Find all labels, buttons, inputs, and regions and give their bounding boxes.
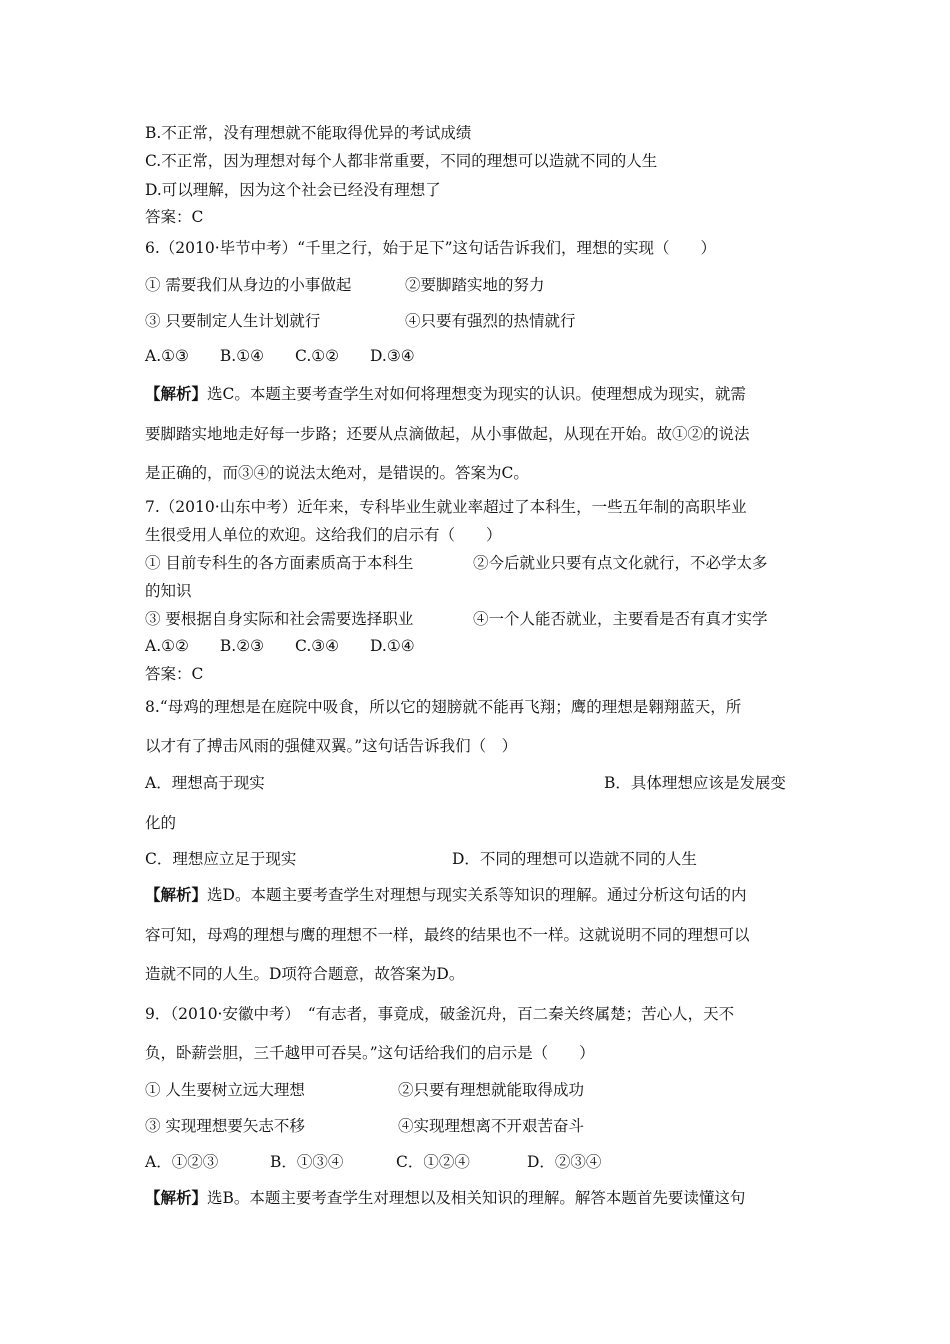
q9-stem-line-1: 9．（2010·安徽中考） “有志者，事竟成，破釜沉舟，百二秦关终属楚；苦心人，天不: [145, 1005, 735, 1023]
q8-option-c: C．理想应立足于现实: [145, 850, 297, 868]
q8-stem-line-1: 8.“母鸡的理想是在庭院中吸食，所以它的翅膀就不能再飞翔；鹰的理想是翱翔蓝天，所: [145, 698, 742, 716]
q7-statement-3: ③ 要根据自身实际和社会需要选择职业: [145, 610, 414, 628]
q5-option-c: C.不正常，因为理想对每个人都非常重要，不同的理想可以造就不同的人生: [145, 152, 658, 170]
q8-option-d: D．不同的理想可以造就不同的人生: [452, 850, 697, 868]
q8-analysis-line-1: [145, 885, 746, 905]
q9-option-a: A．①②③: [145, 1153, 219, 1171]
q6-statement-4: ④只要有强烈的热情就行: [405, 312, 576, 330]
q9-option-c: C．①②④: [396, 1153, 470, 1171]
q6-statement-2: ②要脚踏实地的努力: [405, 276, 545, 294]
q6-analysis-line-1: [145, 384, 746, 404]
q8-option-b: B．具体理想应该是发展变: [604, 774, 786, 792]
q8-analysis-line-3: 造就不同的人生。D项符合题意，故答案为D。: [145, 965, 465, 983]
q9-analysis-tag: 【解析】: [145, 1188, 208, 1207]
q7-stem-line-2: 生很受用人单位的欢迎。这给我们的启示有（ ）: [145, 526, 502, 544]
q8-option-b-cont: 化的: [145, 814, 177, 832]
q7-stem-line-1: 7.（2010·山东中考）近年来，专科毕业生就业率超过了本科生，一些五年制的高职毕业: [145, 498, 747, 516]
q9-statement-4: ④实现理想离不开艰苦奋斗: [398, 1117, 585, 1135]
q6-analysis-text-1: 选C。本题主要考查学生对如何将理想变为现实的认识。使理想成为现实，就需: [207, 385, 746, 403]
q9-statement-1: ① 人生要树立远大理想: [145, 1081, 305, 1099]
q5-answer: 答案：C: [145, 208, 204, 226]
q6-statement-3: ③ 只要制定人生计划就行: [145, 312, 321, 330]
q9-analysis-text-1: 选B。本题主要考查学生对理想以及相关知识的理解。解答本题首先要读懂这句: [207, 1189, 746, 1207]
q7-answer: 答案：C: [145, 665, 204, 683]
q9-statement-3: ③ 实现理想要矢志不移: [145, 1117, 305, 1135]
q9-stem-line-2: 负，卧薪尝胆，三千越甲可吞吴。”这句话给我们的启示是（ ）: [145, 1044, 595, 1062]
q9-analysis-line-1: [145, 1188, 745, 1208]
q9-option-b: B．①③④: [270, 1153, 344, 1171]
q8-option-a: A．理想高于现实: [145, 774, 265, 792]
q8-analysis-line-2: 容可知，母鸡的理想与鹰的理想不一样，最终的结果也不一样。这就说明不同的理想可以: [145, 926, 750, 944]
q7-statement-4: ④一个人能否就业，主要看是否有真才实学: [473, 610, 768, 628]
q6-analysis-line-3: 是正确的，而③④的说法太绝对，是错误的。答案为C。: [145, 464, 529, 482]
q6-statement-1: ① 需要我们从身边的小事做起: [145, 276, 352, 294]
q6-analysis-line-2: 要脚踏实地地走好每一步路；还要从点滴做起，从小事做起，从现在开始。故①②的说法: [145, 425, 750, 443]
q8-analysis-text-1: 选D。本题主要考查学生对理想与现实关系等知识的理解。通过分析这句话的内: [207, 886, 747, 904]
q7-statement-2: ②今后就业只要有点文化就行，不必学太多: [473, 554, 768, 572]
q9-statement-2: ②只要有理想就能取得成功: [398, 1081, 585, 1099]
q7-statement-2-cont: 的知识: [145, 582, 192, 600]
q6-stem: 6.（2010·毕节中考）“千里之行，始于足下”这句话告诉我们，理想的实现（ ）: [145, 239, 717, 257]
q5-option-d: D.可以理解，因为这个社会已经没有理想了: [145, 181, 441, 199]
q5-option-b: B.不正常，没有理想就不能取得优异的考试成绩: [145, 124, 472, 142]
q6-options: A.①③ B.①④ C.①② D.③④: [145, 347, 415, 365]
q6-analysis-tag: 【解析】: [145, 384, 208, 403]
q9-option-d: D．②③④: [527, 1153, 602, 1171]
q7-statement-1: ① 目前专科生的各方面素质高于本科生: [145, 554, 414, 572]
q8-stem-line-2: 以才有了搏击风雨的强健双翼。”这句话告诉我们（ ）: [145, 737, 518, 755]
q7-options: A.①② B.②③ C.③④ D.①④: [145, 637, 415, 655]
q8-analysis-tag: 【解析】: [145, 885, 208, 904]
